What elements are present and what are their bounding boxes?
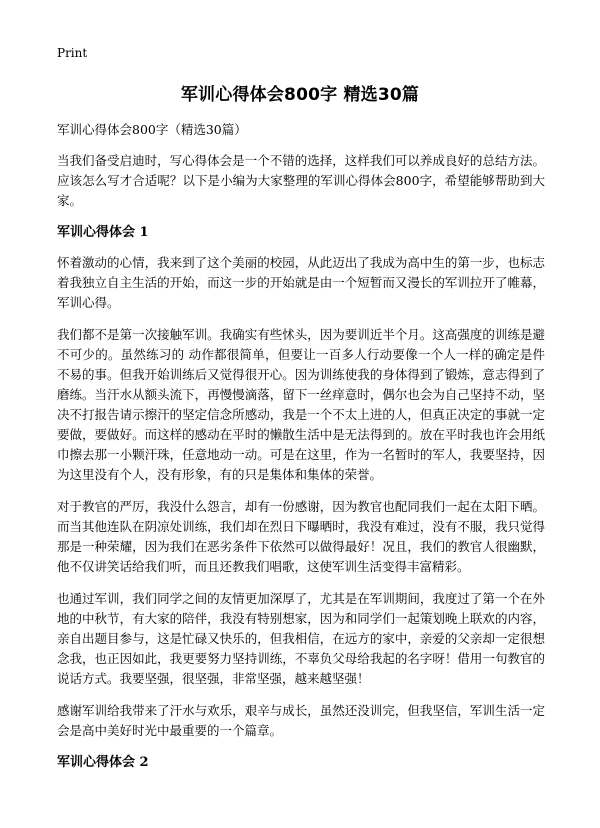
print-link[interactable]: Print — [57, 46, 88, 60]
section-heading-1: 军训心得体会 1 — [57, 225, 149, 240]
section-1-paragraph-1: 怀着激动的心情，我来到了这个美丽的校园，从此迈出了我成为高中生的第一步，也标志着我独立自主生活的开始，而这一步的开始就是由一个短暂而又漫长的军训拉开了帷幕，军训心得。 — [57, 255, 545, 310]
document-title: 军训心得体会800字 精选30篇 — [180, 85, 420, 105]
intro-paragraph: 当我们备受启迪时，写心得体会是一个不错的选择，这样我们可以养成良好的总结方法。应该怎么写才合适呢？以下是小编为大家整理的军训心得体会800字，希望能够帮助到大家。 — [57, 153, 545, 208]
section-1-paragraph-3: 对于教官的严厉，我没什么怨言，却有一份感谢，因为教官也配同我们一起在太阳下晒。而当其他连队在阴凉处训练，我们却在烈日下曝晒时，我没有难过，没有不服，我只觉得那是一种荣耀，因为我们在恶劣条件下依然可以做得最好！况且，我们的教官人很幽默，他不仅讲笑话给我们听，而且还教我们唱歌，这使军训生活变得丰富精彩。 — [57, 499, 545, 574]
section-1-paragraph-5: 感谢军训给我带来了汗水与欢乐，艰辛与成长，虽然还没训完，但我坚信，军训生活一定会是高中美好时光中最重要的一个篇章。 — [57, 703, 545, 738]
document-body — [57, 121, 545, 783]
document-subtitle: 军训心得体会800字（精选30篇） — [57, 122, 247, 137]
section-heading-2: 军训心得体会 2 — [57, 755, 149, 770]
section-1-paragraph-2: 我们都不是第一次接触军训。我确实有些怵头，因为要训近半个月。这高强度的训练是避不可少的。虽然练习的 动作都很简单，但要让一百多人行动要像一个人一样的确定是件不易的事。但我开始训练后又觉得很开心。因为训练使我的身体得到了锻炼，意志得到了磨练。当汗水从额头流下，再慢慢滴落，留下一丝痒意时，偶尔也会为自己坚持不动，坚决不打报告请示擦汗的坚定信念所感动，我是一个不太上进的人，但真正决定的事就一定要做，要做好。而这样的感动在平时的懒散生活中是无法得到的。放在平时我也许会用纸巾擦去那一小颗汗珠，任意地动一动。可是在这里，作为一名暂时的军人，我要坚持，因为这里没有个人，没有形象，有的只是集体和集体的荣誉。 — [57, 327, 545, 482]
section-1-paragraph-4: 也通过军训，我们同学之间的友情更加深厚了，尤其是在军训期间，我度过了第一个在外地的中秋节，有大家的陪伴，我没有特别想家，因为和同学们一起策划晚上联欢的内容，亲自出题目参与，这是忙碌又快乐的，但我相信，在远方的家中，亲爱的父亲却一定很想念我，也正因如此，我更要努力坚持训练，不辜负父母给我起的名字呀！借用一句教官的说话方式。我要坚强，很坚强，非常坚强，越来越坚强！ — [57, 591, 545, 686]
